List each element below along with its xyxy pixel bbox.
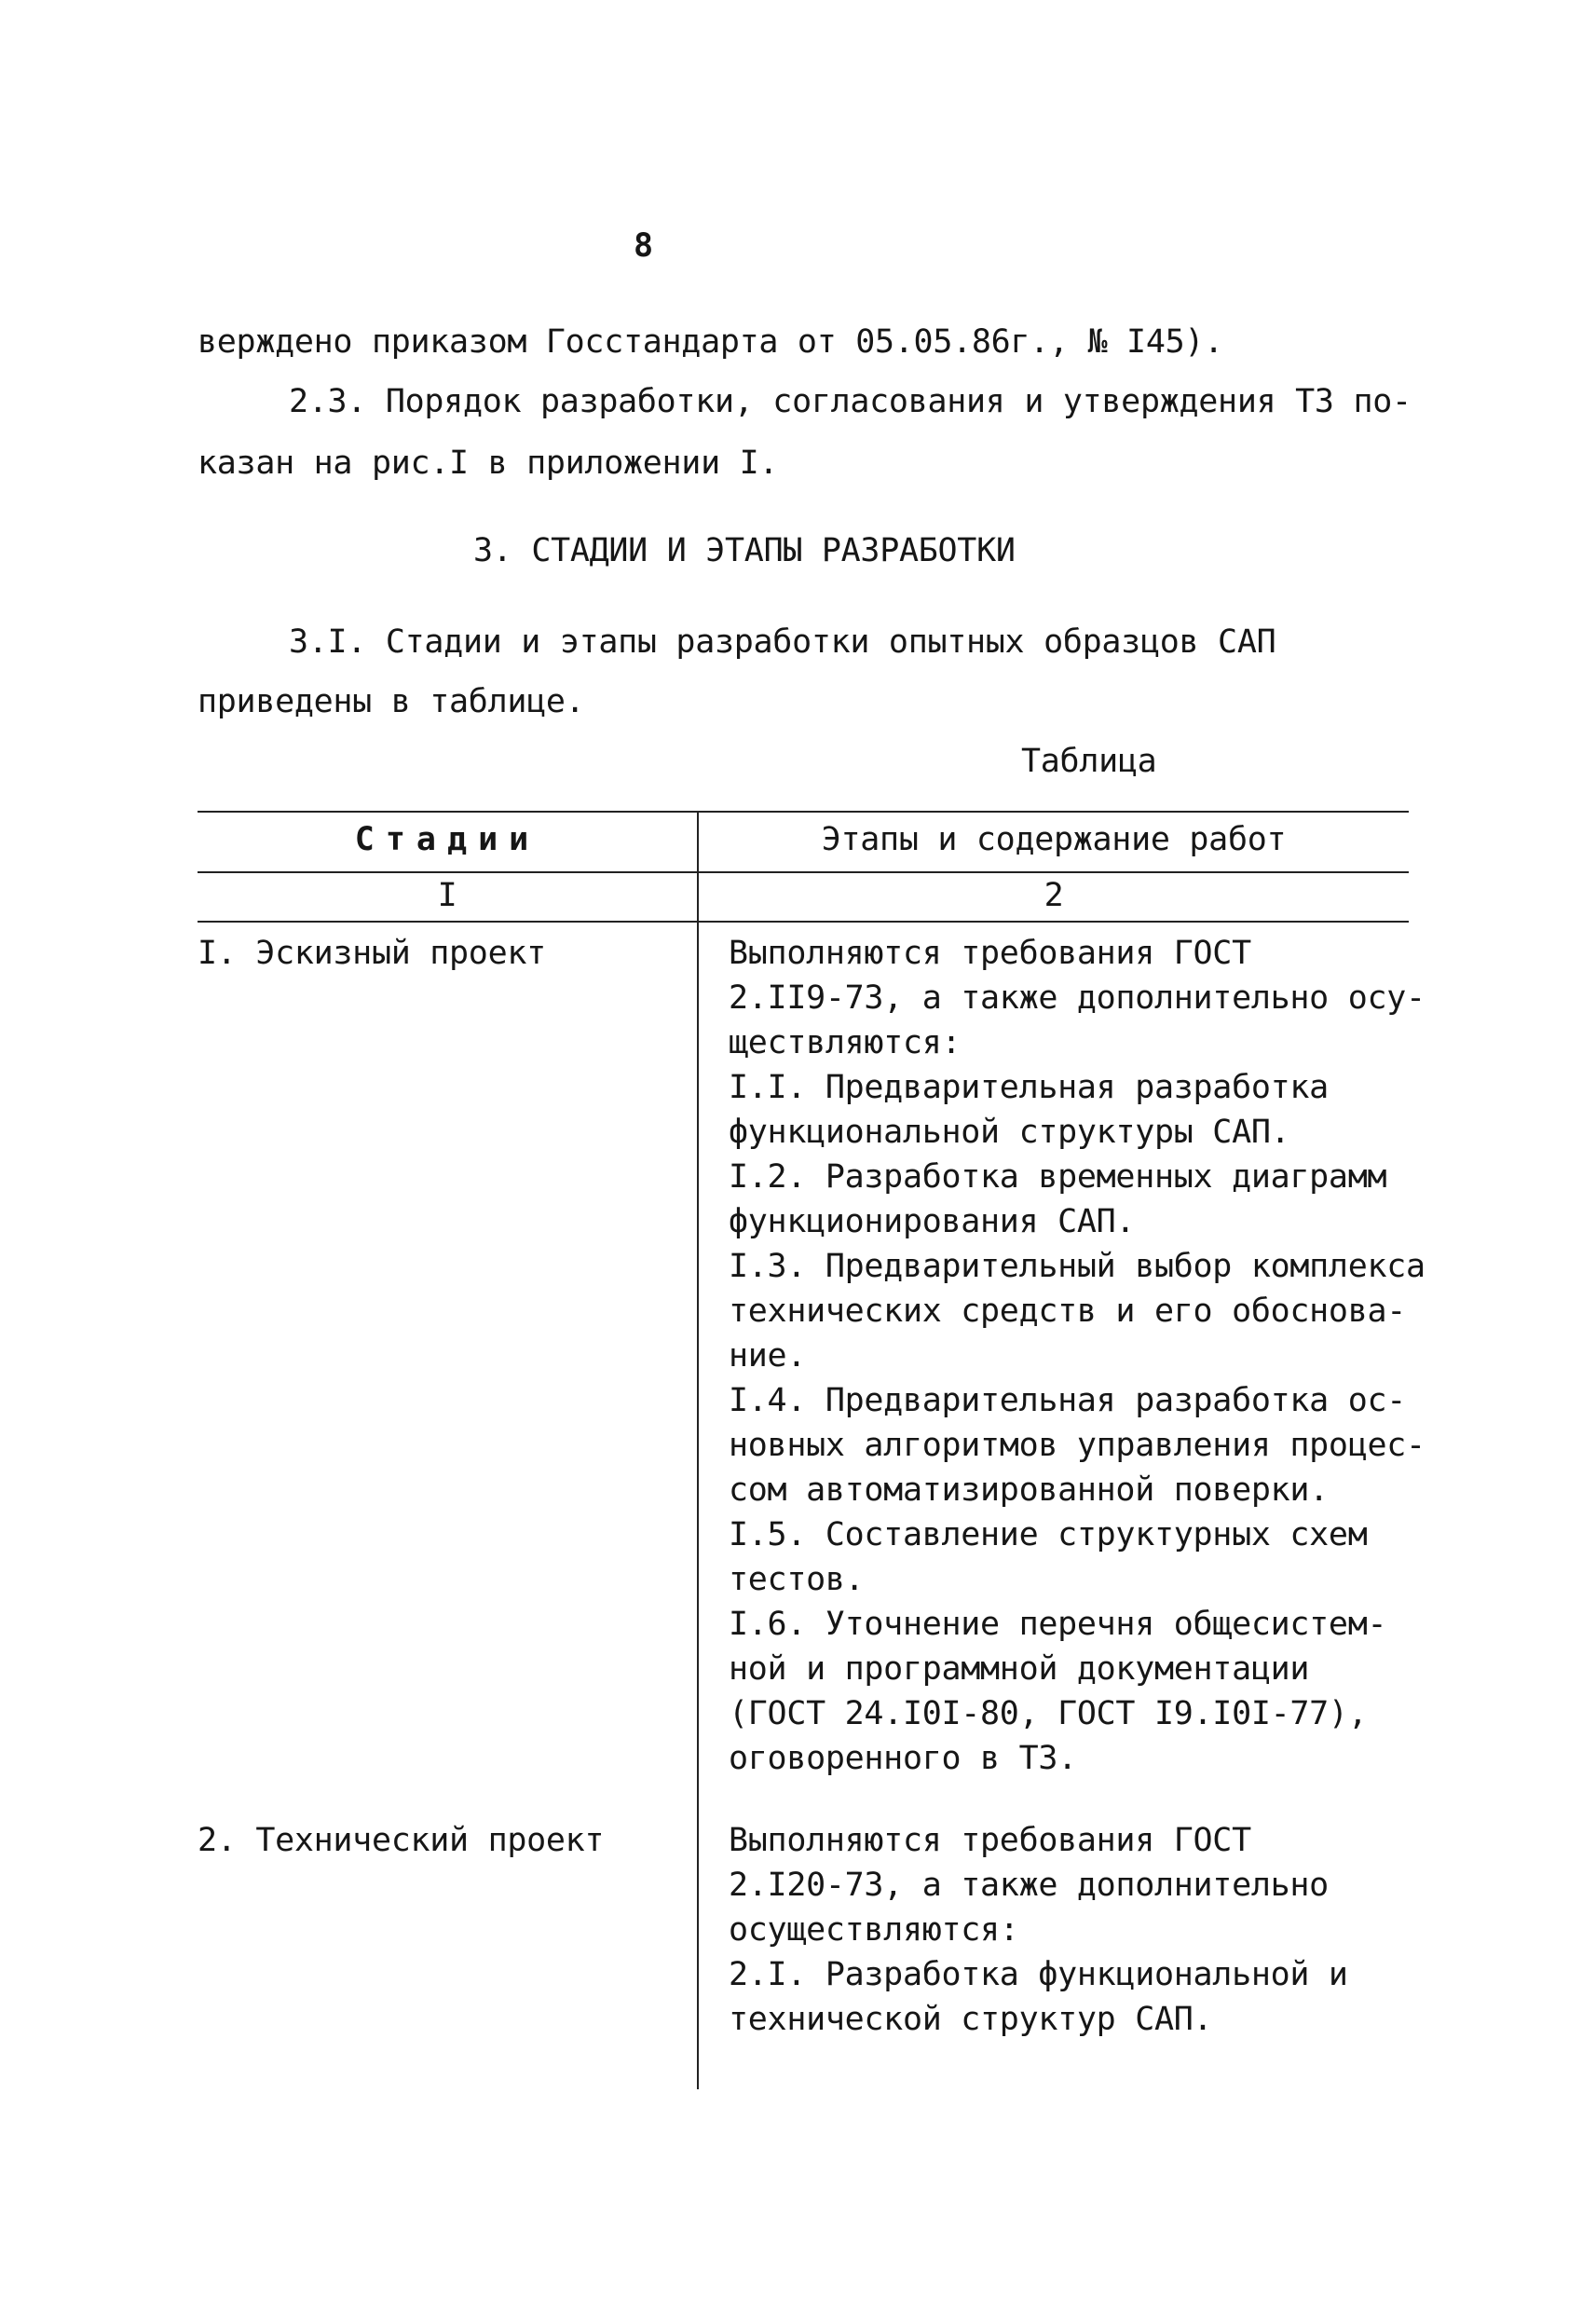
content-line: Выполняются требования ГОСТ (729, 935, 1251, 972)
paragraph-2-3-line-2: казан на рис.I в приложении I. (198, 445, 779, 482)
stage-label-sketch: I. Эскизный проект (198, 935, 546, 972)
content-line: I.2. Разработка временных диаграмм (729, 1158, 1387, 1196)
content-line: 2.II9-73, а также дополнительно осу- (729, 979, 1425, 1017)
stage-label-technical: 2. Технический проект (198, 1822, 605, 1859)
content-line: оговоренного в ТЗ. (729, 1740, 1077, 1777)
content-line: ние. (729, 1337, 807, 1375)
content-line: ществляются: (729, 1024, 962, 1061)
table-colnum-2: 2 (1044, 877, 1064, 914)
paragraph-3-1-line-2: приведены в таблице. (198, 683, 585, 720)
page-number: 8 (634, 227, 653, 265)
content-line: I.I. Предварительная разработка (729, 1069, 1329, 1106)
table-top-rule (198, 811, 1409, 813)
table-header-work: Этапы и содержание работ (821, 821, 1287, 858)
content-line: 2.I20-73, а также дополнительно (729, 1867, 1329, 1904)
content-line: (ГОСТ 24.I0I-80, ГОСТ I9.I0I-77), (729, 1695, 1368, 1732)
content-line: ной и программной документации (729, 1650, 1310, 1688)
content-line: новных алгоритмов управления процес- (729, 1427, 1425, 1464)
table-header-stages: Стадии (354, 821, 540, 858)
content-line: технических средств и его обоснова- (729, 1293, 1407, 1330)
table-colnum-rule (198, 921, 1409, 923)
content-line: тестов. (729, 1561, 865, 1598)
paragraph-3-1-line-1: 3.I. Стадии и этапы разработки опытных образцов САП (289, 623, 1276, 661)
section-heading: 3. СТАДИИ И ЭТАПЫ РАЗРАБОТКИ (473, 532, 1016, 569)
content-line: 2.I. Разработка функциональной и (729, 1956, 1348, 1993)
content-line: сом автоматизированной поверки. (729, 1471, 1329, 1509)
content-line: технической структур САП. (729, 2001, 1213, 2038)
content-line: осуществляются: (729, 1911, 1019, 1949)
intro-line: верждено приказом Госстандарта от 05.05.86г., № I45). (198, 323, 1223, 361)
content-line: I.6. Уточнение перечня общесистем- (729, 1606, 1387, 1643)
table-header-rule (198, 871, 1409, 873)
content-line: I.5. Составление структурных схем (729, 1516, 1368, 1553)
content-line: I.3. Предварительный выбор комплекса (729, 1248, 1425, 1285)
table-caption: Таблица (1021, 743, 1157, 780)
content-line: функционирования САП. (729, 1203, 1136, 1240)
content-line: функциональной структуры САП. (729, 1114, 1290, 1151)
content-line: Выполняются требования ГОСТ (729, 1822, 1251, 1859)
paragraph-2-3-line-1: 2.3. Порядок разработки, согласования и утверждения ТЗ по- (289, 383, 1412, 420)
table-colnum-1: I (437, 877, 457, 914)
content-line: I.4. Предварительная разработка ос- (729, 1382, 1407, 1419)
table-column-divider (697, 811, 699, 2089)
